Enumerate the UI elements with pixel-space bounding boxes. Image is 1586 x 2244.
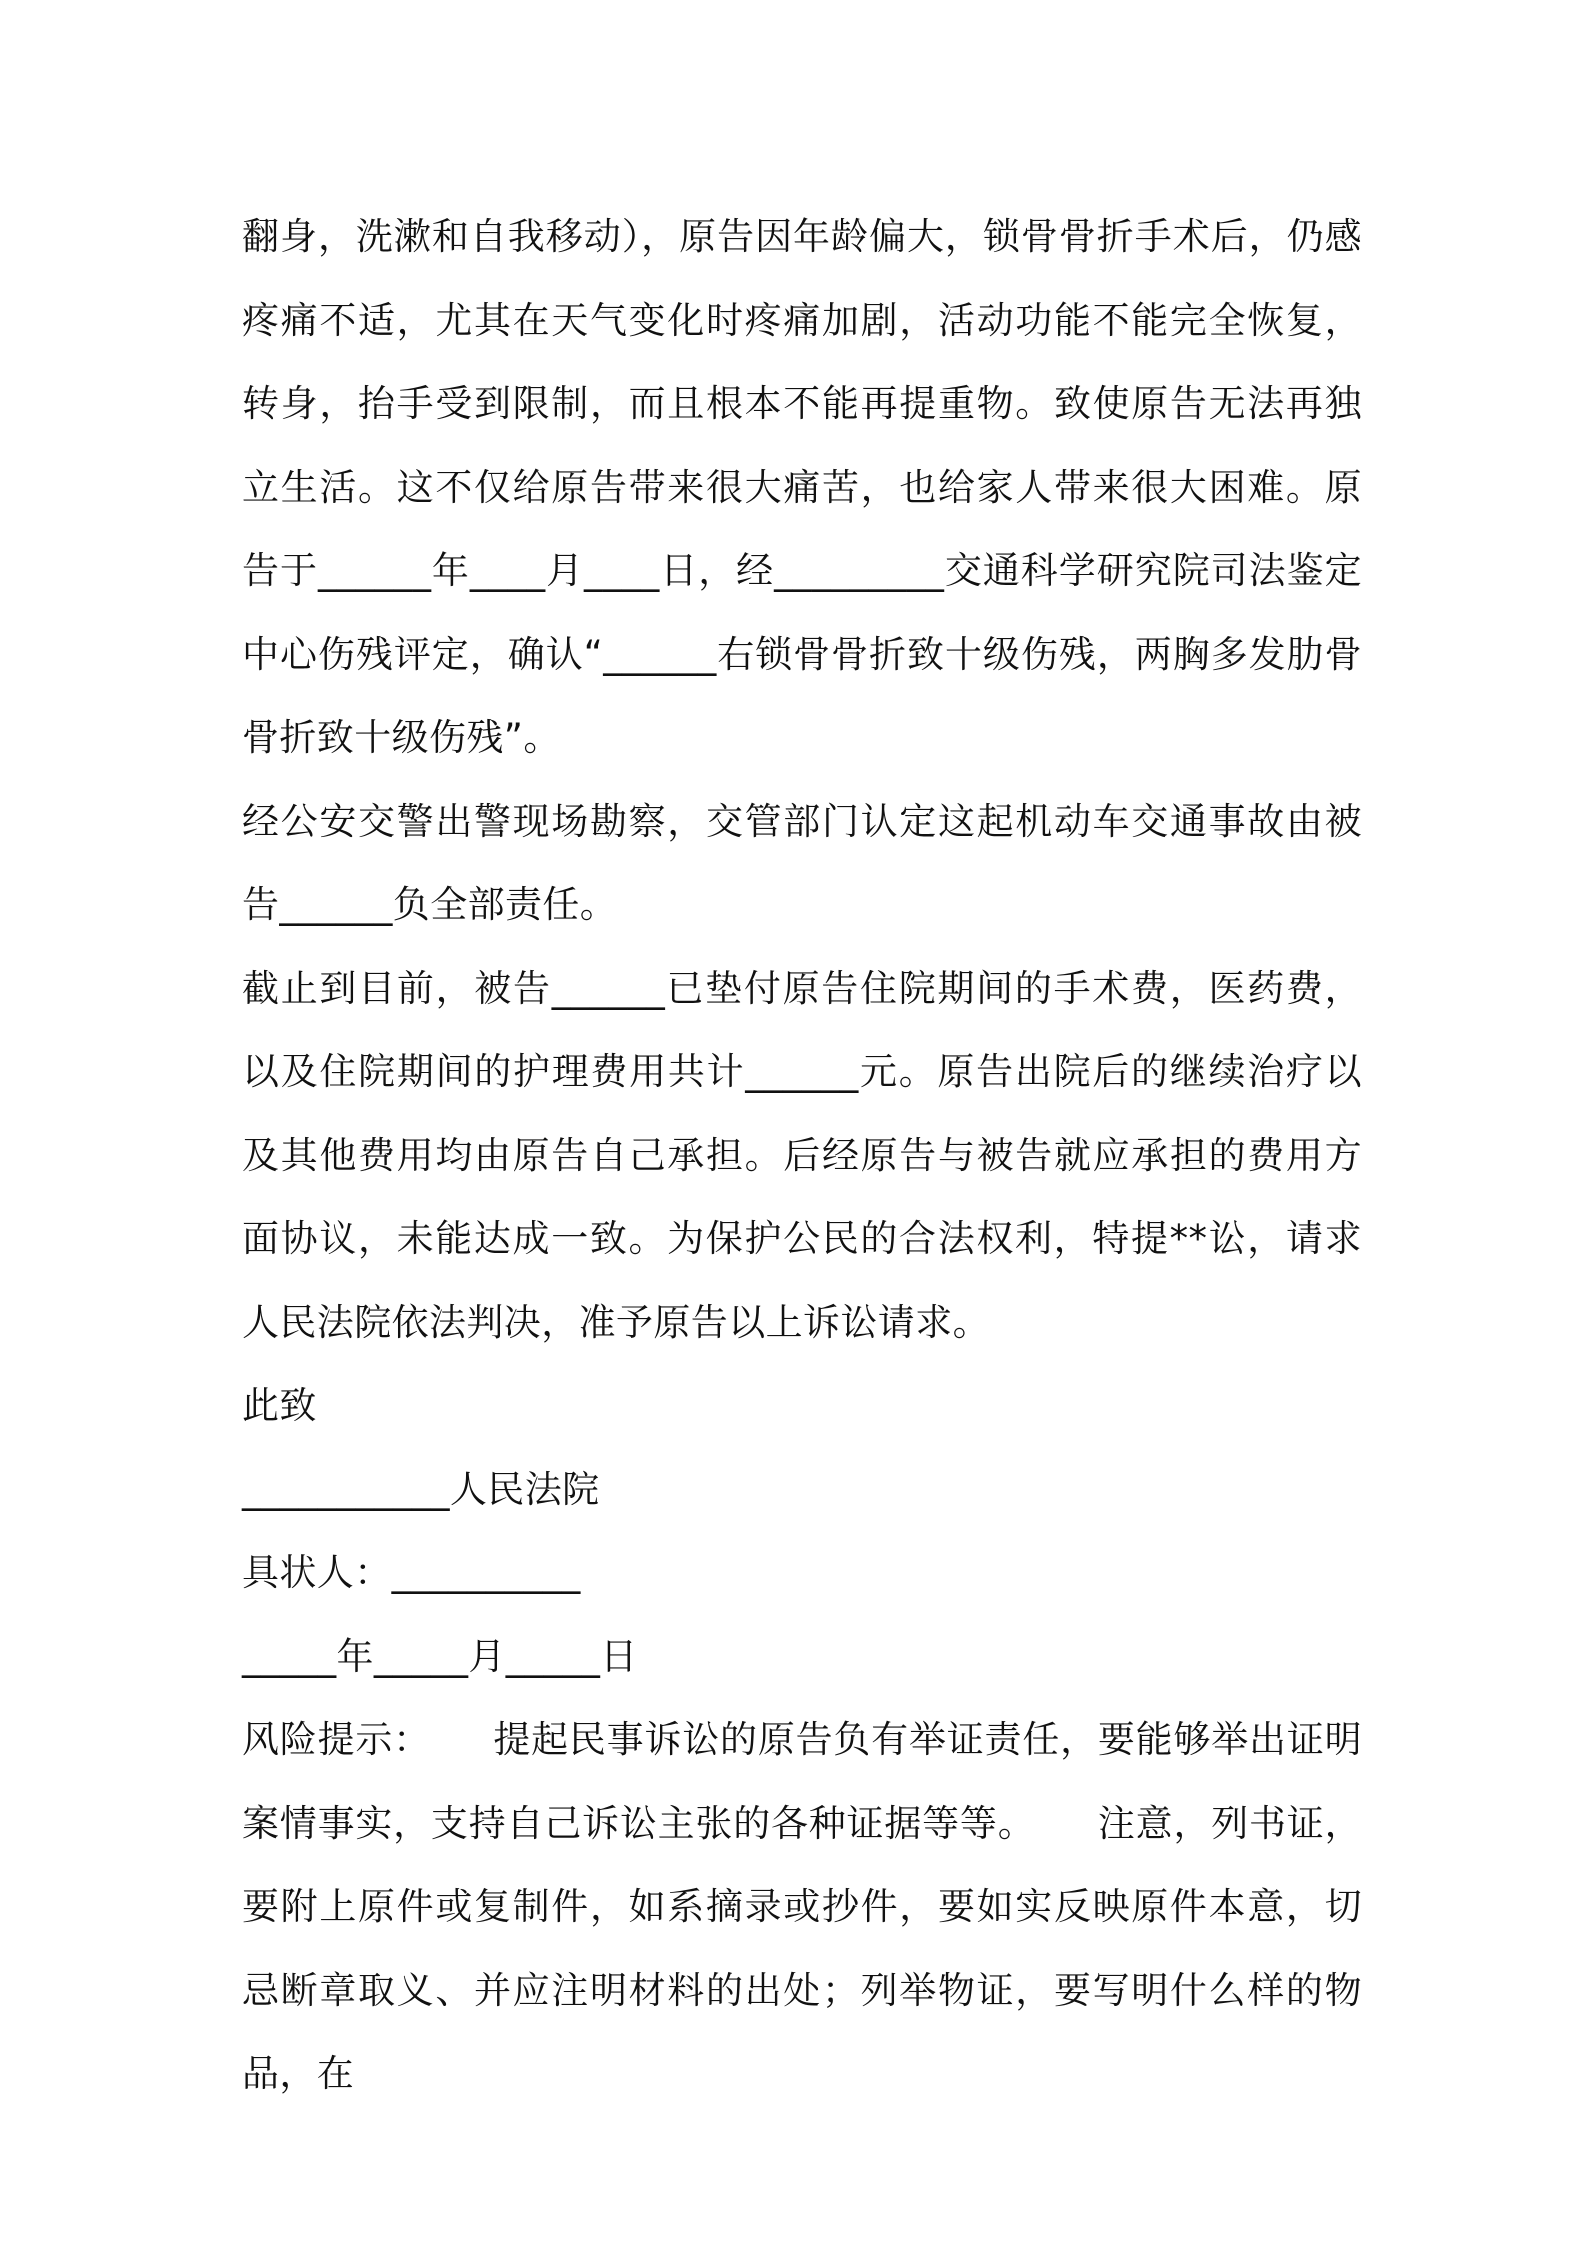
document-body [242,195,1362,2116]
salutation: 此致 [242,1384,317,1427]
paragraph-expenses-claim: 截止到目前，被告______已垫付原告住院期间的手术费，医药费，以及住院期间的护理费用共计______元。原告出院后的继续治疗以及其他费用均由原告自己承担。后经原告与被告就应承担的费用方面协议，未能达成一致。为保护公民的合法权利，特提**讼，请求人民法院依法判决，准予原告以上诉讼请求。 [242,966,1362,1344]
date-line: _____年_____月_____日 [242,1634,638,1678]
risk-label: 风险提示： [242,1718,431,1761]
paragraph-injury-assessment: 翻身，洗漱和自我移动），原告因年龄偏大，锁骨骨折手术后，仍感疼痛不适，尤其在天气变化时疼痛加剧，活动功能不能完全恢复，转身，抬手受到限制，而且根本不能再提重物。致使原告无法再独立生活。这不仅给原告带来很大痛苦，也给家人带来很大困难。原告于______年____月____日，经_________交通科学研究院司法鉴定中心伤残评定，确认“______右锁骨骨折致十级伤残，两胸多发肋骨骨折致十级伤残”。 [242,215,1362,759]
risk-text-evidence: 提起民事诉讼的原告负有举证责任，要能够举出证明案情事实，支持自己诉讼主张的各种证据等等。 [242,1718,1363,1845]
paragraph-liability: 经公安交警出警现场勘察，交管部门认定这起机动车交通事故由被告______负全部责任。 [242,799,1362,926]
risk-text-documents: 注意，列书证，要附上原件或复制件，如系摘录或抄件，要如实反映原件本意，切忌断章取义、并应注明材料的出处；列举物证，要写明什么样的物品，在 [242,1801,1362,2095]
court-name: ___________人民法院 [242,1467,600,1511]
risk-notice [242,1698,1362,2116]
petitioner-line: 具状人：__________ [242,1551,581,1594]
